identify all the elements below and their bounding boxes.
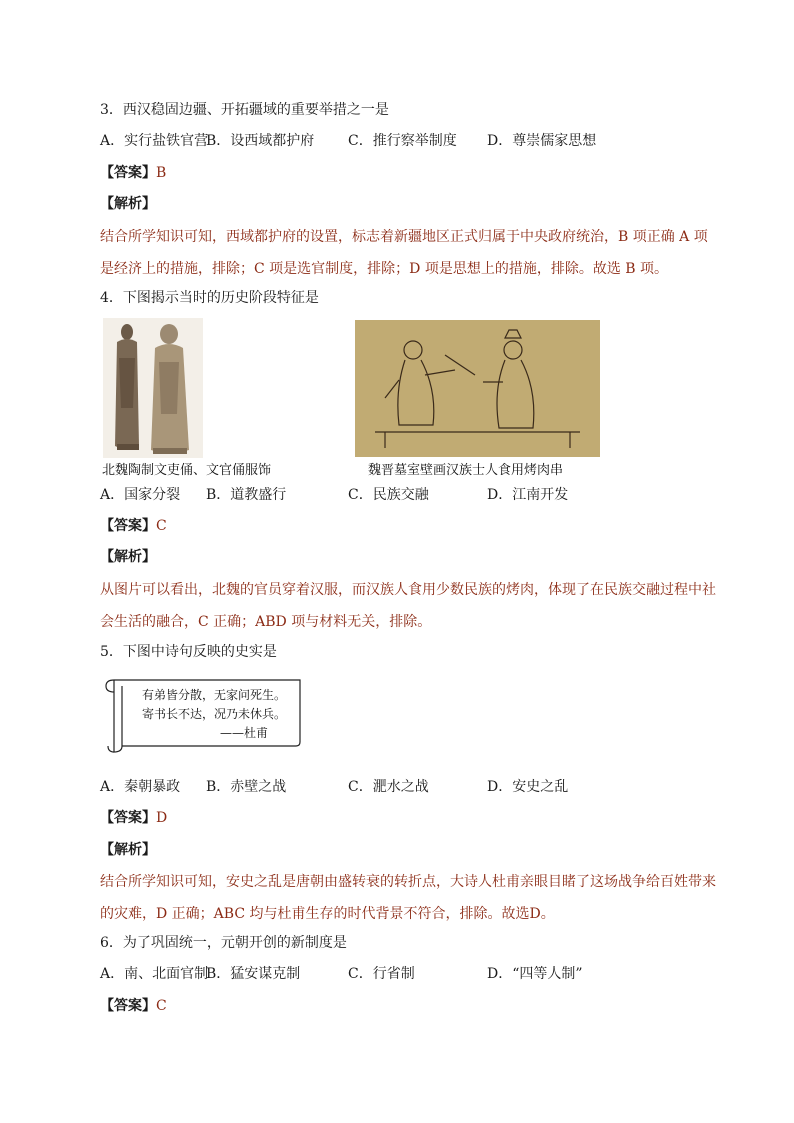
figurines-illustration	[103, 318, 203, 458]
q6-answer	[100, 996, 167, 1016]
q4-analysis-label: 【解析】	[100, 549, 156, 565]
q5-analysis-label: 【解析】	[100, 842, 156, 858]
q6-option-b: B．猛安谋克制	[206, 966, 301, 982]
q5-analysis-text: 结合所学知识可知，安史之乱是唐朝由盛转衰的转折点，大诗人杜甫亲眼目睹了这场战争给百姓带来的灾难，D 正确；ABC 均与杜甫生存的时代背景不符合，排除。故选D。	[100, 874, 716, 922]
q3-stem: 3．西汉稳固边疆、开拓疆域的重要举措之一是	[100, 102, 389, 118]
q4-caption-right: 魏晋墓室壁画汉族士人食用烤肉串	[368, 463, 564, 478]
q5-option-a: A．秦朝暴政	[100, 779, 181, 795]
q4-answer	[100, 516, 167, 536]
poem-scroll	[104, 676, 304, 756]
q3-option-a: A．实行盐铁官营	[100, 133, 209, 149]
poem-author: ——杜甫	[220, 726, 269, 740]
answer-value: C	[156, 998, 167, 1014]
q4-option-c: C．民族交融	[348, 487, 429, 503]
poem-line-1: 有弟皆分散，无家问死生。	[142, 688, 287, 702]
q4-caption-left: 北魏陶制文吏俑、文官俑服饰	[102, 463, 272, 478]
q5-option-d: D．安史之乱	[487, 779, 569, 795]
q6-option-c: C．行省制	[348, 966, 415, 982]
q5-option-c: C．淝水之战	[348, 779, 429, 795]
answer-value: C	[156, 518, 167, 534]
q5-stem: 5．下图中诗句反映的史实是	[100, 644, 277, 660]
q6-stem: 6．为了巩固统一，元朝开创的新制度是	[100, 935, 347, 951]
tomb-mural-image	[355, 320, 600, 457]
q3-analysis-text: 结合所学知识可知，西域都护府的设置，标志着新疆地区正式归属于中央政府统治，B 项正确 A 项是经济上的措施，排除；C 项是选官制度，排除；D 项是思想上的措施，排除。故选 B 项。	[100, 229, 708, 277]
answer-label: 【答案】	[100, 998, 156, 1014]
q4-analysis-text: 从图片可以看出，北魏的官员穿着汉服，而汉族人食用少数民族的烤肉，体现了在民族交融过程中社会生活的融合，C 正确；ABD 项与材料无关，排除。	[100, 582, 716, 630]
q4-option-b: B．道教盛行	[206, 487, 287, 503]
tomb-figurines-image	[103, 318, 203, 458]
answer-label: 【答案】	[100, 165, 156, 181]
q4-option-d: D．江南开发	[487, 487, 569, 503]
answer-label: 【答案】	[100, 518, 156, 534]
mural-illustration	[355, 320, 600, 457]
answer-value: D	[156, 810, 168, 826]
poem-line-2: 寄书长不达，况乃未休兵。	[142, 707, 287, 721]
q5-option-b: B．赤壁之战	[206, 779, 287, 795]
answer-label: 【答案】	[100, 810, 156, 826]
q6-option-d: D．“四等人制”	[487, 966, 583, 982]
q3-option-b: B．设西域都护府	[206, 133, 315, 149]
q3-answer	[100, 163, 166, 183]
q5-answer	[100, 808, 167, 828]
q4-stem: 4．下图揭示当时的历史阶段特征是	[100, 290, 319, 306]
answer-value: B	[156, 165, 167, 181]
q3-option-d: D．尊崇儒家思想	[487, 133, 597, 149]
q3-analysis-label: 【解析】	[100, 196, 156, 212]
q3-option-c: C．推行察举制度	[348, 133, 457, 149]
q4-option-a: A．国家分裂	[100, 487, 181, 503]
q6-option-a: A．南、北面官制	[100, 966, 209, 982]
